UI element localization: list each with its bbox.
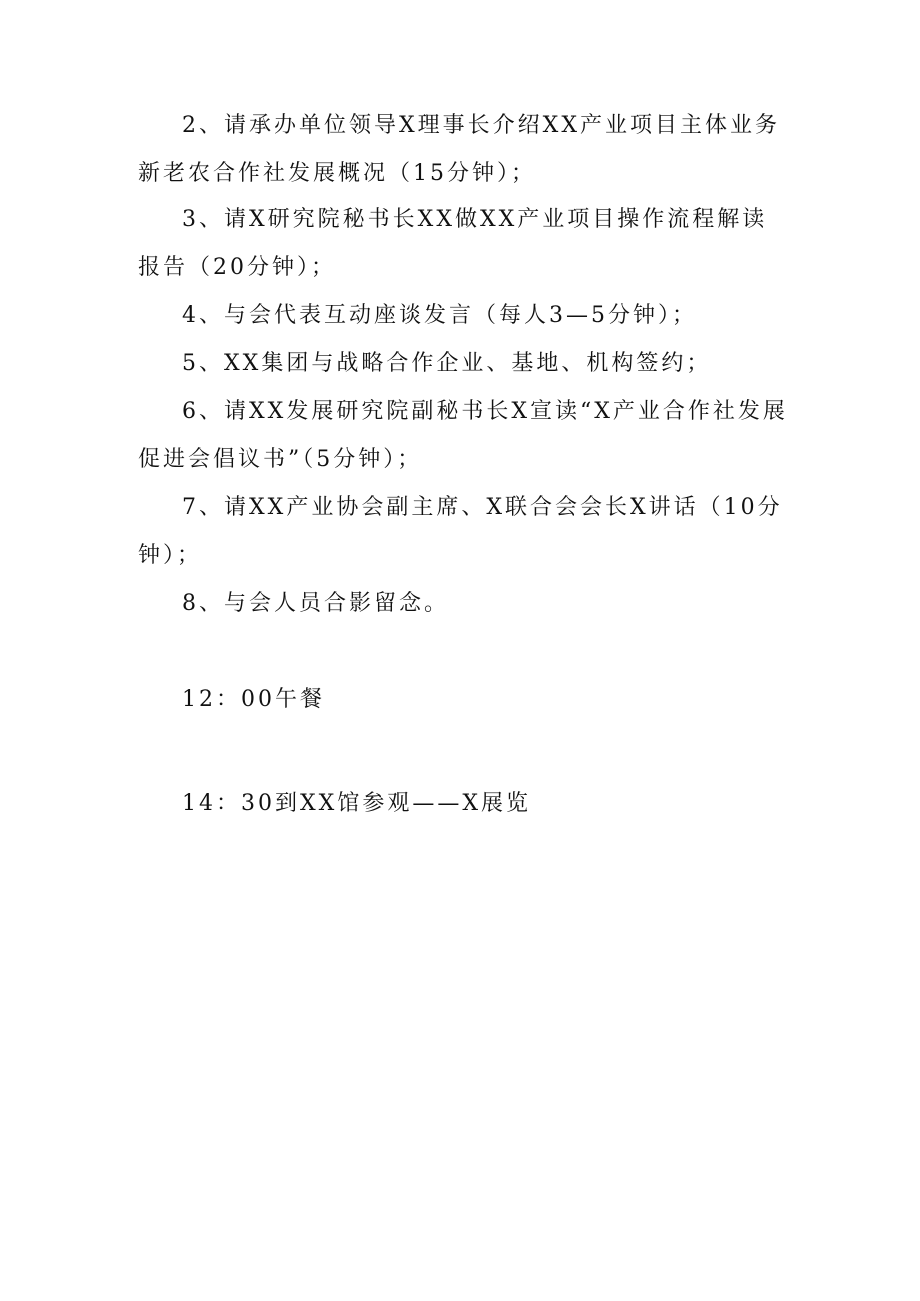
agenda-item-4: 4、与会代表互动座谈发言（每人3—5分钟）；: [182, 303, 697, 328]
agenda-item-7: 7、请XX产业协会副主席、X联合会会长X讲话（10分钟）；: [138, 495, 783, 568]
agenda-item-2: 2、请承办单位领导X理事长介绍XX产业项目主体业务新老农合作社发展概况（15分钟）；: [138, 113, 780, 186]
agenda-item-3: 3、请X研究院秘书长XX做XX产业项目操作流程解读报告（20分钟）；: [138, 207, 768, 280]
schedule-lunch: 12：00午餐: [182, 687, 325, 712]
agenda-item-6: 6、请XX发展研究院副秘书长X宣读“X产业合作社发展促进会倡议书”（5分钟）；: [138, 399, 788, 472]
schedule-visit: 14：30到XX馆参观——X展览: [182, 791, 531, 816]
agenda-item-5: 5、XX集团与战略合作企业、基地、机构签约；: [182, 351, 712, 376]
agenda-item-8: 8、与会人员合影留念。: [182, 591, 449, 616]
